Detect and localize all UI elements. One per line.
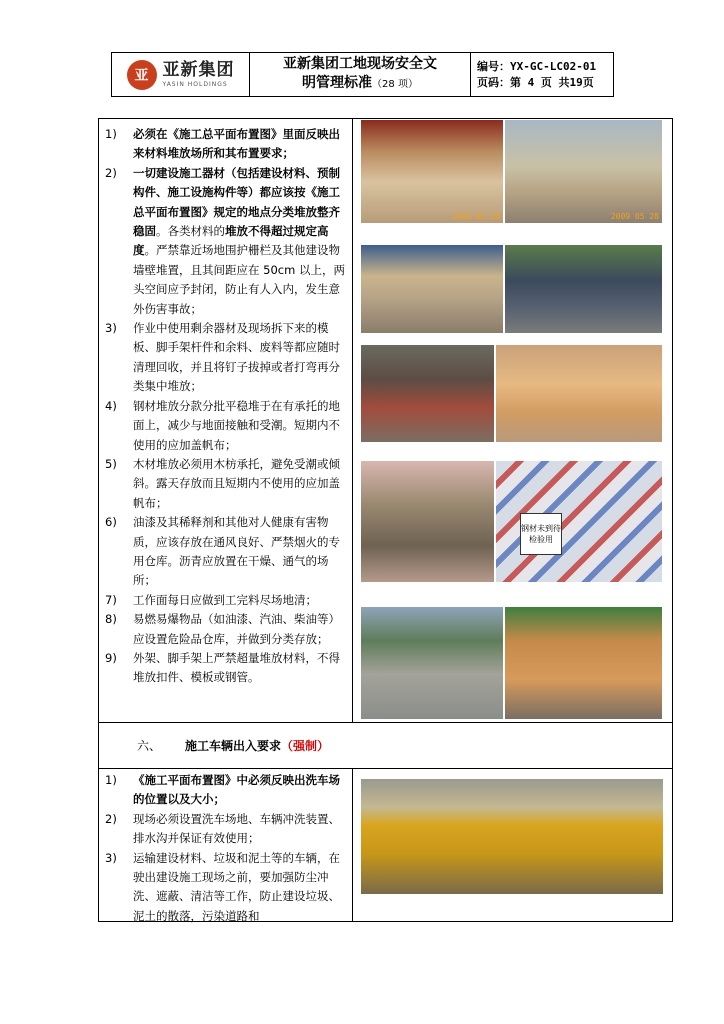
photo-sand-pile: 2009 05 28: [505, 120, 662, 223]
item-text-part: 堆放不得超过规定高度: [133, 224, 329, 258]
photo-pipe-rack: [361, 245, 503, 333]
item-number: 4): [105, 398, 117, 413]
company-logo: [112, 53, 250, 96]
photo-sign: 钢材未到待检验用: [520, 513, 562, 555]
item-text-part: 必须在《施工总平面布置图》里面反映出来材料堆放场所和其布置要求；: [133, 127, 340, 161]
item-text-part: 《施工平面布置图》中必须反映出洗车场的位置以及大小；: [133, 773, 340, 807]
item-text-part: 易燃易爆物品（如油漆、汽油、柴油等）应设置危险品仓库，并做到分类存放；: [133, 612, 340, 646]
list-item: [105, 455, 348, 513]
table-row-section-heading: [99, 723, 672, 769]
item-text-part: 钢材堆放分款分批平稳堆于在有承托的地面上，减少与地面接触和受潮。短期内不使用的应加盖帆布；: [133, 398, 340, 452]
table-row-material-storage: [99, 119, 672, 723]
item-text-part: 一切建设施工器材（包括建设材料、预制构件、施工设施构件等）都应该按《施工总平面布置图》规定的地点分类堆放整齐稳固: [133, 165, 340, 239]
photo-truck-wash: [361, 779, 663, 894]
photo-cement-stack: 2009 05 28: [361, 120, 503, 223]
item-text-part: 。严禁靠近场地围护栅栏及其他建设物墙壁堆置，且其间距应在 50cm 以上，两头空间应予封闭，防止有人入内，发生意外伤害事故；: [133, 243, 345, 316]
item-number: 3): [105, 321, 117, 336]
table-row-vehicle-access: [99, 769, 672, 921]
photo-covered-stack: [505, 245, 662, 333]
item-text: [133, 810, 348, 849]
item-text: [133, 610, 348, 649]
item-number: 9): [105, 650, 117, 665]
list-item: [105, 125, 348, 164]
list-item: [105, 397, 348, 455]
photo-sand-site: [361, 607, 503, 719]
item-number: 1): [105, 773, 117, 787]
item-number: 2): [105, 165, 117, 180]
item-text: [133, 513, 348, 591]
photo-steel-storage: [361, 345, 494, 442]
photo-timber-piles: [505, 607, 662, 719]
list-item: [105, 849, 348, 927]
item-text: [133, 125, 348, 164]
section-title: 施工车辆出入要求: [185, 739, 282, 753]
list-item: [105, 610, 348, 649]
page-info: 页码：第 4 页 共19页: [477, 75, 594, 89]
list-item: [105, 164, 348, 319]
item-text-part: 作业中使用剩余器材及现场拆下来的模板、脚手架杆件和余料、废料等都应随时清理回收，并且将钉子拔掉或者打弯再分类集中堆放；: [133, 321, 340, 394]
item-text-part: 油漆及其稀释剂和其他对人健康有害物质，应该存放在通风良好、严禁烟火的专用仓库。沥青应放置在干燥、通气的场所；: [133, 515, 340, 588]
item-text: [133, 164, 348, 319]
photo-stone-pallet: [361, 461, 494, 582]
item-number: 1): [105, 127, 117, 141]
list-item: [105, 649, 348, 688]
item-text: [133, 397, 348, 455]
vehicle-access-rules: [99, 769, 353, 921]
document-header: [111, 52, 614, 97]
item-text: [133, 455, 348, 513]
title-suffix: （28 项）: [372, 79, 418, 90]
photo-tarp-cover: [496, 461, 662, 582]
vehicle-access-photos: [353, 769, 672, 921]
item-text-part: 外架、脚手架上严禁超量堆放材料，不得堆放扣件、模板或钢管。: [133, 650, 340, 685]
mandatory-tag: （强制）: [281, 739, 330, 753]
section-number: 六、: [137, 739, 162, 753]
logo-english-name: YASIN HOLDINGS: [162, 80, 228, 88]
item-text-part: 运输建设材料、垃圾和泥土等的车辆，在驶出建设施工现场之前，要加强防尘冲洗、遮蔽、清洁等工作，防止建设垃圾、泥土的散落，污染道路和: [133, 850, 340, 923]
list-item: [105, 810, 348, 849]
logo-chinese-name: 亚新集团: [162, 59, 235, 80]
logo-mark-icon: 亚: [127, 60, 157, 90]
title-line-2: 明管理标准: [302, 75, 373, 91]
item-text: [133, 771, 348, 810]
title-line-1: 亚新集团工地现场安全文: [283, 56, 437, 72]
item-text: [133, 849, 348, 927]
list-item: [105, 771, 348, 810]
item-number: 2): [105, 811, 117, 826]
item-text: [133, 591, 348, 610]
item-text: [133, 649, 348, 688]
item-number: 7): [105, 592, 117, 607]
item-text-part: 工作面每日应做到工完料尽场地清；: [133, 592, 317, 607]
section-heading: [137, 737, 329, 754]
material-storage-photos: [353, 119, 672, 722]
list-item: [105, 513, 348, 591]
item-text: [133, 319, 348, 397]
item-number: 3): [105, 850, 117, 865]
item-text-part: 现场必须设置洗车场地、车辆冲洗装置、排水沟并保证有效使用；: [133, 811, 340, 846]
list-item: [105, 591, 348, 610]
list-item: [105, 319, 348, 397]
document-code-block: [471, 53, 613, 96]
item-number: 5): [105, 456, 117, 471]
document-code: 编号：YX-GC-LC02-01: [477, 59, 597, 73]
document-title: [250, 53, 471, 96]
material-storage-rules: [99, 119, 353, 722]
item-text-part: 。各类材料的: [156, 224, 225, 239]
item-number: 6): [105, 515, 117, 530]
photo-timber-stack: [496, 345, 662, 442]
item-text-part: 木材堆放必须用木枋承托，避免受潮或倾斜。露天存放而且短期内不使用的应加盖帆布；: [133, 456, 340, 510]
item-number: 8): [105, 612, 117, 627]
standards-table: [98, 118, 673, 922]
